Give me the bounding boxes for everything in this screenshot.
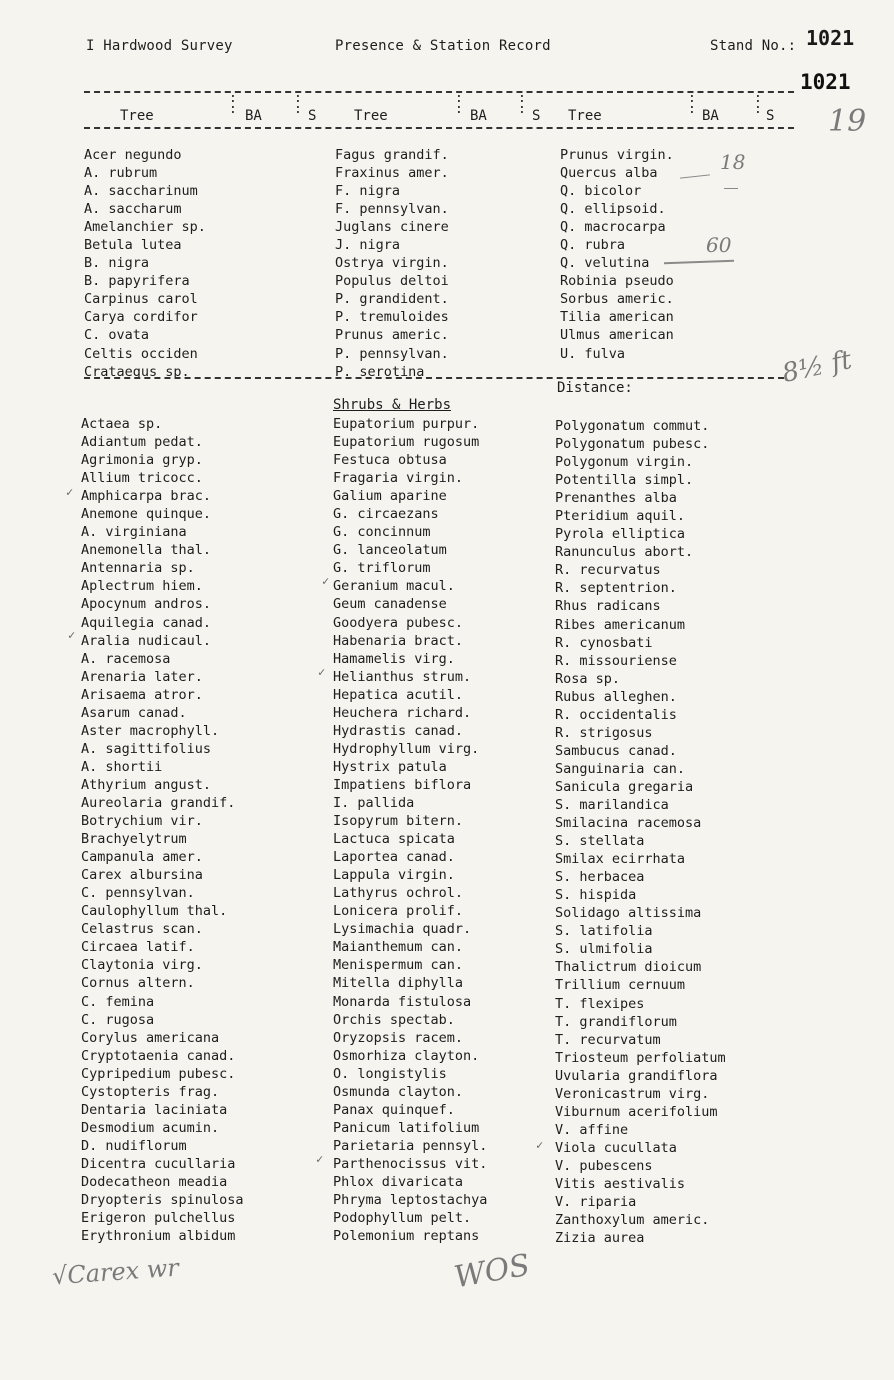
check-mark-icon: ✓: [316, 1152, 324, 1166]
species-item: Aquilegia canad.: [81, 614, 212, 631]
tree-list-1: [84, 146, 206, 381]
species-item: Hydrophyllum virg.: [333, 740, 480, 757]
species-item: A. virginiana: [81, 524, 187, 541]
species-item: Parietaria pennsyl.: [333, 1137, 488, 1154]
species-item: Aralia nudicaul.: [81, 632, 212, 649]
species-item: A. saccharum: [84, 201, 182, 218]
species-item: Botrychium vir.: [81, 813, 203, 830]
species-item: O. longistylis: [333, 1065, 447, 1082]
colon-separator: : :: [518, 91, 526, 117]
species-item: Arenaria later.: [81, 668, 203, 685]
species-item: Maianthemum can.: [333, 939, 464, 956]
species-item: Solidago altissima: [555, 905, 702, 922]
dashed-rule-mid: [84, 377, 784, 379]
pencil-dash: [664, 260, 734, 264]
species-item: Hystrix patula: [333, 758, 447, 775]
species-item: Hydrastis canad.: [333, 722, 464, 739]
species-item: F. nigra: [335, 183, 401, 200]
species-item: Hamamelis virg.: [333, 650, 455, 667]
species-item: Parthenocissus vit.: [333, 1155, 488, 1172]
species-item: Quercus alba: [560, 165, 658, 182]
species-item: Prunus americ.: [335, 327, 449, 344]
species-item: Ranunculus abort.: [555, 544, 694, 561]
species-item: B. nigra: [84, 255, 150, 272]
species-item: Ostrya virgin.: [335, 255, 449, 272]
species-item: Heuchera richard.: [333, 704, 472, 721]
species-item: Lysimachia quadr.: [333, 921, 472, 938]
species-item: Arisaema atror.: [81, 686, 203, 703]
species-item: Aplectrum hiem.: [81, 578, 203, 595]
species-item: Cystopteris frag.: [81, 1083, 220, 1100]
handwritten-count: 19: [828, 104, 867, 139]
herb-list-2: [333, 415, 487, 1245]
species-item: Dryopteris spinulosa: [81, 1192, 244, 1209]
species-item: Panax quinquef.: [333, 1101, 455, 1118]
species-item: P. serotina: [335, 363, 425, 380]
species-item: Q. macrocarpa: [560, 219, 666, 236]
species-item: T. grandiflorum: [555, 1013, 677, 1030]
species-item: Q. velutina: [560, 255, 650, 272]
species-item: Amelanchier sp.: [84, 219, 206, 236]
record-title: Presence & Station Record: [335, 38, 551, 54]
species-item: C. ovata: [84, 327, 150, 344]
species-item: C. femina: [81, 993, 155, 1010]
species-item: Celtis occiden: [84, 345, 198, 362]
species-item: A. saccharinum: [84, 183, 198, 200]
species-item: Betula lutea: [84, 237, 182, 254]
species-item: Geranium macul.: [333, 578, 455, 595]
species-item: Veronicastrum virg.: [555, 1085, 710, 1102]
species-item: R. septentrion.: [555, 580, 677, 597]
species-item: Asarum canad.: [81, 704, 187, 721]
species-item: Habenaria bract.: [333, 632, 464, 649]
species-item: Sorbus americ.: [560, 291, 674, 308]
species-item: Oryzopsis racem.: [333, 1029, 464, 1046]
species-item: Campanula amer.: [81, 849, 203, 866]
species-item: Acer negundo: [84, 147, 182, 163]
species-item: Hepatica acutil.: [333, 686, 464, 703]
colon-separator: : :: [688, 91, 696, 117]
colon-separator: : :: [455, 91, 463, 117]
species-item: T. flexipes: [555, 995, 645, 1012]
species-item: Geum canadense: [333, 596, 447, 613]
species-item: Prunus virgin.: [560, 147, 674, 163]
species-item: Zanthoxylum americ.: [555, 1212, 710, 1229]
species-item: Monarda fistulosa: [333, 993, 472, 1010]
species-item: V. riparia: [555, 1194, 637, 1211]
species-item: Carya cordifor: [84, 309, 198, 326]
species-item: B. papyrifera: [84, 273, 190, 290]
species-item: Lathyrus ochrol.: [333, 885, 464, 902]
species-item: S. latifolia: [555, 923, 653, 940]
species-item: Eupatorium rugosum: [333, 434, 480, 451]
species-item: Ulmus american: [560, 327, 674, 344]
species-item: A. sagittifolius: [81, 740, 212, 757]
pencil-dash: [680, 174, 710, 178]
check-mark-icon: ✓: [536, 1138, 544, 1152]
species-item: Triosteum perfoliatum: [555, 1049, 726, 1066]
species-item: Menispermum can.: [333, 957, 464, 974]
species-item: Viola cucullata: [555, 1139, 677, 1156]
handwritten-distance: 8½ ft: [779, 345, 855, 389]
species-item: Mitella diphylla: [333, 975, 464, 992]
survey-title: I Hardwood Survey: [86, 38, 233, 54]
species-item: Smilax ecirrhata: [555, 851, 686, 868]
species-item: Uvularia grandiflora: [555, 1067, 718, 1084]
species-item: S. hispida: [555, 887, 637, 904]
species-item: Cornus altern.: [81, 975, 195, 992]
species-item: Fragaria virgin.: [333, 470, 464, 487]
species-item: Dodecatheon meadia: [81, 1173, 228, 1190]
species-item: Carex albursina: [81, 867, 203, 884]
species-item: F. pennsylvan.: [335, 201, 449, 218]
species-item: C. rugosa: [81, 1011, 155, 1028]
handwritten-quercus-rubra-value: 60: [706, 233, 732, 257]
species-item: G. circaezans: [333, 506, 439, 523]
species-item: Lappula virgin.: [333, 867, 455, 884]
colon-separator: : :: [229, 91, 237, 117]
herb-list-1: [81, 415, 244, 1245]
species-item: Rhus radicans: [555, 598, 661, 615]
species-item: J. nigra: [335, 237, 401, 254]
species-item: Cypripedium pubesc.: [81, 1065, 236, 1082]
species-item: Festuca obtusa: [333, 452, 447, 469]
species-item: Osmorhiza clayton.: [333, 1047, 480, 1064]
species-item: V. affine: [555, 1121, 629, 1138]
species-item: Potentilla simpl.: [555, 472, 694, 489]
species-item: Caulophyllum thal.: [81, 903, 228, 920]
species-item: Laportea canad.: [333, 849, 455, 866]
species-item: S. ulmifolia: [555, 941, 653, 958]
species-item: Anemone quinque.: [81, 506, 212, 523]
tree-list-2: [335, 146, 449, 381]
species-item: Corylus americana: [81, 1029, 220, 1046]
species-item: Osmunda clayton.: [333, 1083, 464, 1100]
colon-separator: : :: [754, 91, 762, 117]
ba-header-1: BA: [245, 108, 262, 124]
species-item: Allium tricocc.: [81, 470, 203, 487]
tree-header-3: Tree: [568, 108, 602, 124]
species-item: Helianthus strum.: [333, 668, 472, 685]
species-item: Aster macrophyll.: [81, 722, 220, 739]
s-header-3: S: [766, 108, 775, 124]
species-item: Tilia american: [560, 309, 674, 326]
species-item: Apocynum andros.: [81, 596, 212, 613]
species-item: Thalictrum dioicum: [555, 959, 702, 976]
species-item: Fagus grandif.: [335, 147, 449, 163]
species-item: Desmodium acumin.: [81, 1119, 220, 1136]
species-item: S. marilandica: [555, 796, 669, 813]
species-item: Lonicera prolif.: [333, 903, 464, 920]
species-item: Smilacina racemosa: [555, 815, 702, 832]
distance-label: Distance:: [557, 380, 633, 396]
species-item: R. occidentalis: [555, 706, 677, 723]
species-item: T. recurvatum: [555, 1031, 661, 1048]
handwritten-initials: WOS: [451, 1247, 533, 1296]
species-item: R. strigosus: [555, 724, 653, 741]
species-item: Celastrus scan.: [81, 921, 203, 938]
species-item: Vitis aestivalis: [555, 1175, 686, 1192]
species-item: Agrimonia gryp.: [81, 452, 203, 469]
species-item: A. shortii: [81, 758, 163, 775]
species-item: G. concinnum: [333, 524, 431, 541]
species-item: Adiantum pedat.: [81, 434, 203, 451]
stand-label: Stand No.:: [710, 38, 797, 54]
dashed-rule-header: [84, 127, 794, 129]
species-item: Brachyelytrum: [81, 831, 187, 848]
ba-header-3: BA: [702, 108, 719, 124]
herb-list-3: [555, 417, 726, 1247]
species-item: Phlox divaricata: [333, 1173, 464, 1190]
species-item: Actaea sp.: [81, 416, 163, 432]
species-item: Q. bicolor: [560, 183, 642, 200]
species-item: R. cynosbati: [555, 634, 653, 651]
species-item: Crataegus sp.: [84, 363, 190, 380]
species-item: Ribes americanum: [555, 616, 686, 633]
species-item: Athyrium angust.: [81, 776, 212, 793]
species-item: Sanguinaria can.: [555, 760, 686, 777]
species-item: Eupatorium purpur.: [333, 416, 480, 432]
pencil-dash: [724, 188, 738, 189]
species-item: A. rubrum: [84, 165, 158, 182]
species-item: I. pallida: [333, 794, 415, 811]
species-item: Carpinus carol: [84, 291, 198, 308]
species-item: R. recurvatus: [555, 562, 661, 579]
species-item: Podophyllum pelt.: [333, 1210, 472, 1227]
ba-header-2: BA: [470, 108, 487, 124]
species-item: S. stellata: [555, 833, 645, 850]
species-item: G. lanceolatum: [333, 542, 447, 559]
species-item: Erigeron pulchellus: [81, 1210, 236, 1227]
species-item: V. pubescens: [555, 1157, 653, 1174]
species-item: Fraxinus amer.: [335, 165, 449, 182]
tree-list-3: [560, 146, 674, 363]
species-item: P. grandident.: [335, 291, 449, 308]
tree-header-1: Tree: [120, 108, 154, 124]
handwritten-bottom-note: √Carex wr: [51, 1253, 180, 1291]
species-item: Viburnum acerifolium: [555, 1103, 718, 1120]
species-item: Dentaria laciniata: [81, 1101, 228, 1118]
species-item: C. pennsylvan.: [81, 885, 195, 902]
species-item: Antennaria sp.: [81, 560, 195, 577]
species-item: Cryptotaenia canad.: [81, 1047, 236, 1064]
species-item: Polemonium reptans: [333, 1228, 480, 1245]
species-item: Phryma leptostachya: [333, 1192, 488, 1209]
species-item: Rosa sp.: [555, 670, 621, 687]
species-item: Amphicarpa brac.: [81, 488, 212, 505]
stand-number-stamp-2: 1021: [800, 70, 851, 94]
check-mark-icon: ✓: [318, 665, 326, 679]
species-item: Panicum latifolium: [333, 1119, 480, 1136]
species-item: Pteridium aquil.: [555, 508, 686, 525]
species-item: Orchis spectab.: [333, 1011, 455, 1028]
species-item: Erythronium albidum: [81, 1228, 236, 1245]
stand-number-stamp: 1021: [806, 26, 855, 50]
species-item: Circaea latif.: [81, 939, 195, 956]
species-item: U. fulva: [560, 345, 626, 362]
species-item: Polygonum virgin.: [555, 454, 694, 471]
species-item: Pyrola elliptica: [555, 526, 686, 543]
species-item: Sanicula gregaria: [555, 778, 694, 795]
species-item: D. nudiflorum: [81, 1137, 187, 1154]
species-item: Q. rubra: [560, 237, 626, 254]
species-item: Polygonatum commut.: [555, 418, 710, 434]
species-item: Isopyrum bitern.: [333, 813, 464, 830]
s-header-2: S: [532, 108, 541, 124]
species-item: Rubus alleghen.: [555, 688, 677, 705]
species-item: Lactuca spicata: [333, 831, 455, 848]
species-item: Populus deltoi: [335, 273, 449, 290]
check-mark-icon: ✓: [322, 574, 330, 588]
species-item: Sambucus canad.: [555, 742, 677, 759]
species-item: Polygonatum pubesc.: [555, 436, 710, 453]
species-item: Galium aparine: [333, 488, 447, 505]
handwritten-quercus-alba-value: 18: [720, 150, 746, 174]
species-item: P. tremuloides: [335, 309, 449, 326]
species-item: Trillium cernuum: [555, 977, 686, 994]
species-item: Robinia pseudo: [560, 273, 674, 290]
tree-header-2: Tree: [354, 108, 388, 124]
colon-separator: : :: [294, 91, 302, 117]
species-item: Dicentra cucullaria: [81, 1155, 236, 1172]
species-item: Anemonella thal.: [81, 542, 212, 559]
species-item: Goodyera pubesc.: [333, 614, 464, 631]
species-item: Aureolaria grandif.: [81, 794, 236, 811]
check-mark-icon: ✓: [66, 485, 74, 499]
species-item: P. pennsylvan.: [335, 345, 449, 362]
species-item: Q. ellipsoid.: [560, 201, 666, 218]
species-item: Impatiens biflora: [333, 776, 472, 793]
species-item: S. herbacea: [555, 869, 645, 886]
shrubs-herbs-title: Shrubs & Herbs: [333, 397, 452, 413]
species-item: Claytonia virg.: [81, 957, 203, 974]
species-item: G. triflorum: [333, 560, 431, 577]
species-item: Prenanthes alba: [555, 490, 677, 507]
s-header-1: S: [308, 108, 317, 124]
check-mark-icon: ✓: [68, 628, 76, 642]
species-item: Zizia aurea: [555, 1230, 645, 1247]
species-item: Juglans cinere: [335, 219, 449, 236]
species-item: R. missouriense: [555, 652, 677, 669]
species-item: A. racemosa: [81, 650, 171, 667]
